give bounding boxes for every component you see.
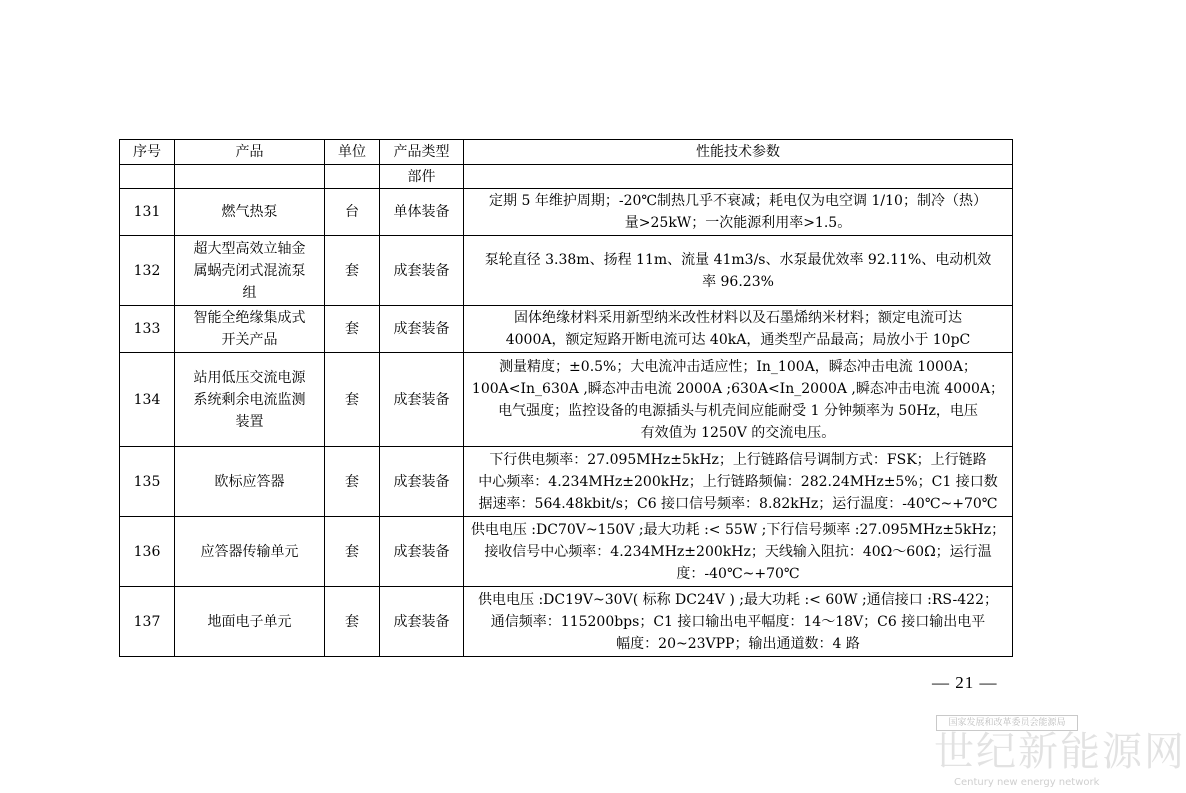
param-line: 通信频率：115200bps；C1 接口输出电平幅度：14～18V；C6 接口输出电平 bbox=[490, 613, 986, 630]
table-row bbox=[120, 587, 1013, 657]
cell-product bbox=[175, 306, 325, 353]
header-type: 产品类型 bbox=[380, 140, 464, 165]
table-row bbox=[120, 306, 1013, 353]
cell-unit: 套 bbox=[325, 306, 380, 353]
cell-no: 133 bbox=[120, 306, 175, 353]
cell-no: 132 bbox=[120, 236, 175, 306]
cell-type: 成套装备 bbox=[380, 517, 464, 587]
cell-params bbox=[464, 587, 1013, 657]
cell-type: 成套装备 bbox=[380, 447, 464, 517]
table-row bbox=[120, 236, 1013, 306]
cell-product: 燃气热泵 bbox=[175, 189, 325, 236]
cell-unit bbox=[325, 165, 380, 189]
cell-no: 137 bbox=[120, 587, 175, 657]
param-line: 接收信号中心频率：4.234MHz±200kHz；天线输入阻抗：40Ω～60Ω；运行温 bbox=[484, 543, 992, 560]
product-line: 站用低压交流电源 bbox=[193, 369, 306, 386]
cell-no bbox=[120, 165, 175, 189]
param-line: 100A<In_630A ,瞬态冲击电流 2000A ;630A<In_2000A ,瞬态冲击电流 4000A； bbox=[471, 380, 1005, 397]
cell-product: 地面电子单元 bbox=[175, 587, 325, 657]
watermark-badge: 国家发展和改革委员会能源局 bbox=[936, 715, 1078, 731]
cell-type: 成套装备 bbox=[380, 306, 464, 353]
cell-params bbox=[464, 447, 1013, 517]
table-row bbox=[120, 353, 1013, 447]
cell-params bbox=[464, 236, 1013, 306]
table-row bbox=[120, 189, 1013, 236]
param-line: 供电电压 :DC19V~30V( 标称 DC24V ) ;最大功耗 :< 60W ;通信接口 :RS-422； bbox=[478, 591, 998, 608]
cell-no: 135 bbox=[120, 447, 175, 517]
param-line: 下行供电频率：27.095MHz±5kHz；上行链路信号调制方式：FSK；上行链路 bbox=[489, 451, 987, 468]
cell-type: 成套装备 bbox=[380, 587, 464, 657]
cell-no: 136 bbox=[120, 517, 175, 587]
param-line: 测量精度；±0.5%；大电流冲击适应性；In_100A，瞬态冲击电流 1000A； bbox=[499, 358, 977, 375]
cell-type: 成套装备 bbox=[380, 353, 464, 447]
cell-type: 成套装备 bbox=[380, 236, 464, 306]
cell-product: 欧标应答器 bbox=[175, 447, 325, 517]
cell-unit: 台 bbox=[325, 189, 380, 236]
param-line: 固体绝缘材料采用新型纳米改性材料以及石墨烯纳米材料；额定电流可达 bbox=[514, 310, 962, 326]
header-no: 序号 bbox=[120, 140, 175, 165]
cell-unit: 套 bbox=[325, 587, 380, 657]
cell-params bbox=[464, 189, 1013, 236]
continuation-row bbox=[120, 165, 1013, 189]
product-line: 系统剩余电流监测 bbox=[193, 391, 306, 408]
cell-product bbox=[175, 165, 325, 189]
param-line: 度：-40℃~+70℃ bbox=[676, 565, 800, 582]
cell-type: 部件 bbox=[380, 165, 464, 189]
param-line: 中心频率：4.234MHz±200kHz；上行链路频偏：282.24MHz±5%；C1 接口数 bbox=[478, 473, 998, 490]
cell-params bbox=[464, 306, 1013, 353]
cell-product bbox=[175, 236, 325, 306]
cell-unit: 套 bbox=[325, 447, 380, 517]
param-line: 电气强度；监控设备的电源插头与机壳间应能耐受 1 分钟频率为 50Hz，电压 bbox=[498, 402, 978, 419]
cell-params bbox=[464, 517, 1013, 587]
param-line: 率 96.23% bbox=[702, 273, 774, 290]
product-line: 组 bbox=[242, 284, 257, 301]
table-header-row bbox=[120, 140, 1013, 165]
cell-unit: 套 bbox=[325, 236, 380, 306]
watermark-title: 世纪新能源网 bbox=[934, 729, 1186, 775]
cell-params bbox=[464, 165, 1013, 189]
cell-product bbox=[175, 353, 325, 447]
param-line: 供电电压 :DC70V~150V ;最大功耗 :< 55W ;下行信号频率 :27.095MHz±5kHz； bbox=[470, 521, 1006, 538]
param-line: 定期 5 年维护周期；-20℃制热几乎不衰减；耗电仅为电空调 1/10；制冷（热） bbox=[489, 193, 987, 209]
table-row bbox=[120, 447, 1013, 517]
cell-no: 134 bbox=[120, 353, 175, 447]
product-line: 超大型高效立轴金 bbox=[193, 240, 306, 257]
cell-params bbox=[464, 353, 1013, 447]
page-number: — 21 — bbox=[932, 673, 998, 692]
header-product: 产品 bbox=[175, 140, 325, 165]
product-line: 属蜗壳闭式混流泵 bbox=[193, 262, 306, 279]
param-line: 4000A，额定短路开断电流可达 40kA，通类型产品最高；局放小于 10pC bbox=[505, 332, 971, 348]
table-row bbox=[120, 517, 1013, 587]
cell-no: 131 bbox=[120, 189, 175, 236]
cell-unit: 套 bbox=[325, 353, 380, 447]
param-line: 幅度：20~23VPP；输出通道数：4 路 bbox=[616, 635, 860, 652]
param-line: 有效值为 1250V 的交流电压。 bbox=[640, 424, 836, 441]
header-unit: 单位 bbox=[325, 140, 380, 165]
param-line: 量>25kW；一次能源利用率>1.5。 bbox=[624, 215, 852, 231]
product-line: 装置 bbox=[235, 413, 264, 430]
param-line: 泵轮直径 3.38m、扬程 11m、流量 41m3/s、水泵最优效率 92.11%、电动机效 bbox=[484, 251, 992, 268]
cell-product: 应答器传输单元 bbox=[175, 517, 325, 587]
watermark bbox=[934, 715, 1186, 793]
param-line: 据速率：564.48kbit/s；C6 接口信号频率：8.82kHz；运行温度：-40℃~+70℃ bbox=[478, 495, 998, 512]
product-table bbox=[119, 139, 1013, 657]
cell-unit: 套 bbox=[325, 517, 380, 587]
header-params: 性能技术参数 bbox=[464, 140, 1013, 165]
cell-type: 单体装备 bbox=[380, 189, 464, 236]
product-line: 智能全绝缘集成式 bbox=[193, 310, 306, 326]
watermark-subtitle: Century new energy network bbox=[954, 777, 1100, 788]
product-line: 开关产品 bbox=[221, 332, 278, 348]
